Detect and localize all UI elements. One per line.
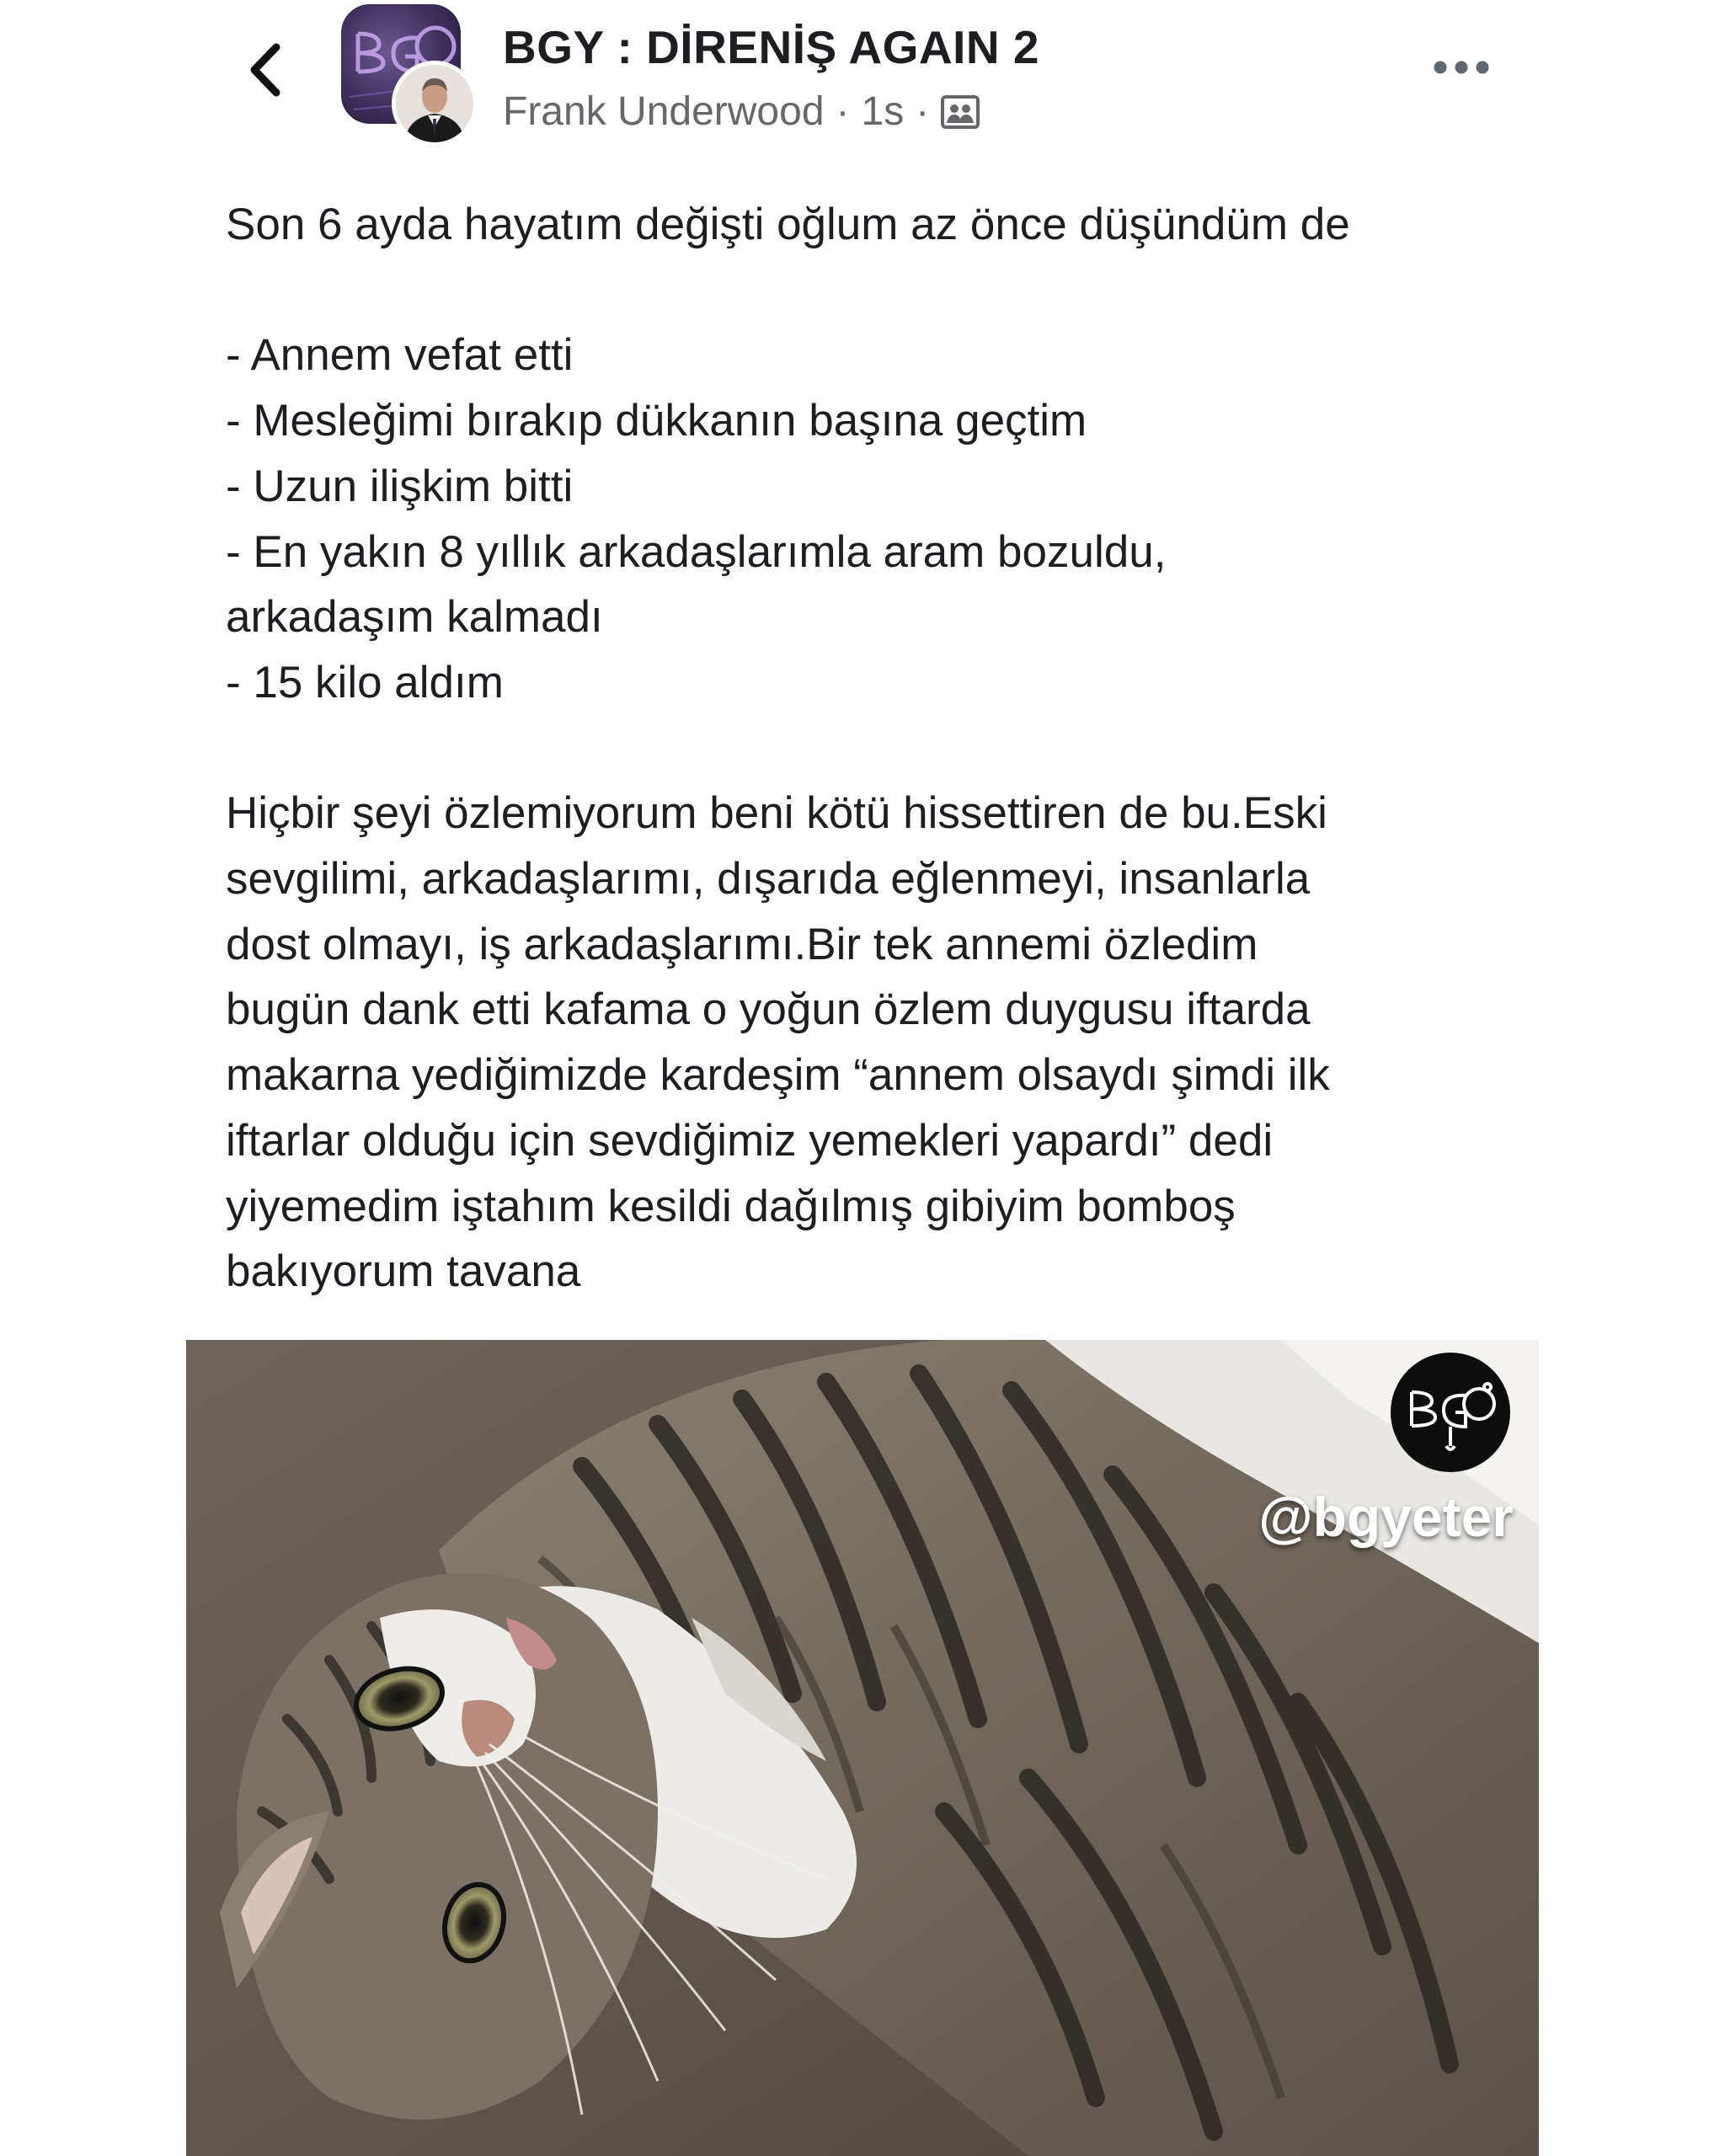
text-line: sevgilimi, arkadaşlarımı, dışarıda eğlenmeyi, insanlarla xyxy=(226,854,1311,904)
bgy-logo-icon xyxy=(1400,1362,1501,1463)
more-horizontal-icon xyxy=(1432,59,1491,76)
watermark-logo xyxy=(1391,1353,1510,1472)
post-time[interactable]: 1s xyxy=(861,89,905,134)
text-line: dost olmayı, iş arkadaşlarımı.Bir tek annemi özledim xyxy=(226,919,1258,969)
text-line: bugün dank etti kafama o yoğun özlem duygusu iftarda xyxy=(226,985,1311,1035)
post-meta xyxy=(503,88,980,135)
group-members-icon xyxy=(941,95,980,129)
cat-photo xyxy=(186,1340,1539,2156)
text-line: yiyemedim iştahım kesildi dağılmış gibiyim bomboş xyxy=(226,1181,1236,1231)
text-line: iftarlar olduğu için sevdiğimiz yemekleri yapardı” dedi xyxy=(226,1115,1274,1166)
list-item: - Mesleğimi bırakıp dükkanın başına geçtim xyxy=(226,396,1087,446)
user-avatar[interactable] xyxy=(392,61,478,147)
group-name[interactable]: BGY : DİRENİŞ AGAIN 2 xyxy=(503,21,1039,73)
text-line: Son 6 ayda hayatım değişti oğlum az önce düşündüm de xyxy=(226,200,1350,249)
meta-separator: · xyxy=(836,89,850,134)
text-line: bakıyorum tavana xyxy=(226,1246,581,1297)
list-item: - En yakın 8 yıllık arkadaşlarımla aram bozuldu, xyxy=(226,526,1167,577)
list-item: - Uzun ilişkim bitti xyxy=(226,461,574,511)
list-item: - 15 kilo aldım xyxy=(226,657,504,707)
post-text xyxy=(226,192,1548,1305)
chevron-left-icon xyxy=(244,40,286,99)
back-button[interactable] xyxy=(227,32,303,108)
author-name[interactable]: Frank Underwood xyxy=(503,89,825,134)
meta-separator: · xyxy=(916,89,930,134)
more-options-button[interactable] xyxy=(1423,42,1499,93)
avatar-portrait-icon xyxy=(396,65,473,142)
watermark-handle: @bgyeter xyxy=(1258,1486,1514,1548)
list-item: - Annem vefat etti xyxy=(226,330,574,381)
post-photo[interactable] xyxy=(186,1340,1539,2156)
text-line: Hiçbir şeyi özlemiyorum beni kötü hissettiren de bu.Eski xyxy=(226,788,1327,839)
list-item: arkadaşım kalmadı xyxy=(226,592,603,643)
text-line: makarna yediğimizde kardeşim “annem olsaydı şimdi ilk xyxy=(226,1050,1330,1101)
